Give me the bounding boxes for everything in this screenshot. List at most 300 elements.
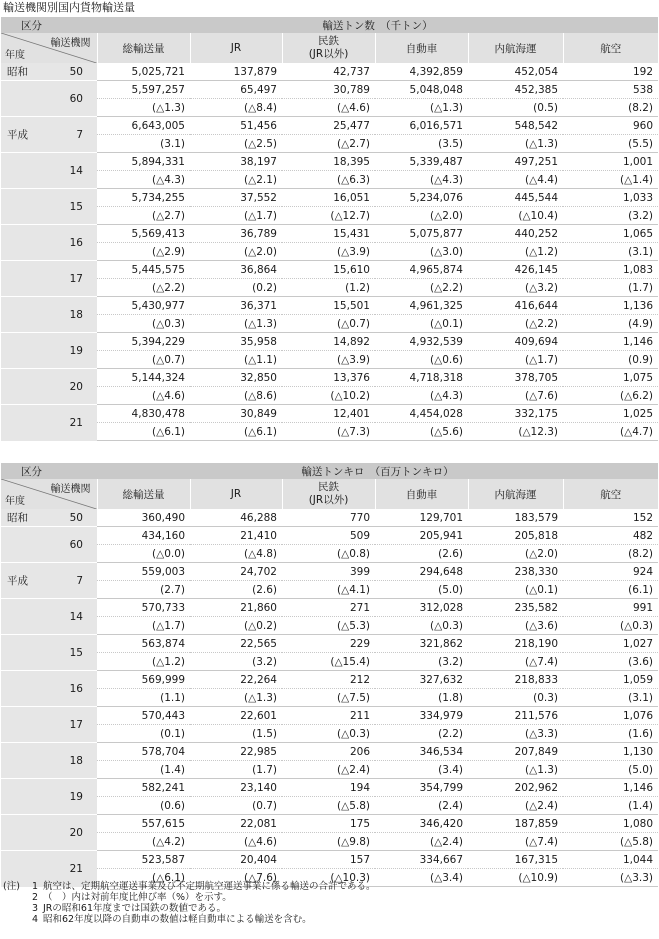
page-title: 輸送機関別国内貨物輸送量 <box>3 1 135 14</box>
value-cell: 563,874 <box>97 635 190 653</box>
value-cell: 4,392,859 <box>409 65 463 78</box>
growth-rate-cell: (△5.3) <box>282 617 375 635</box>
value-cell: 238,330 <box>468 563 563 581</box>
col-air: 航空 <box>563 33 658 63</box>
notes <box>3 881 376 925</box>
table-row <box>1 671 658 689</box>
year-number: 50 <box>69 512 83 524</box>
value-cell: 5,569,413 <box>97 225 190 243</box>
growth-rate-cell: (0.7) <box>190 797 282 815</box>
value-cell: 360,490 <box>141 511 185 524</box>
value-cell: 1,025 <box>563 405 658 423</box>
growth-rate-cell: (1.4) <box>563 797 658 815</box>
value-cell: 235,582 <box>468 599 563 617</box>
growth-rate-cell: (△0.3) <box>282 725 375 743</box>
value-cell: 346,534 <box>375 743 468 761</box>
year-cell <box>1 635 97 671</box>
value-cell: 218,833 <box>468 671 563 689</box>
growth-rate-cell: (0.5) <box>468 99 563 117</box>
value-cell: 509 <box>282 527 375 545</box>
year-cell <box>1 117 97 153</box>
value-cell: 1,083 <box>563 261 658 279</box>
value-cell: 46,288 <box>240 511 277 524</box>
value-cell: 15,501 <box>282 297 375 315</box>
value-cell: 14,892 <box>282 333 375 351</box>
value-cell: 21,860 <box>190 599 282 617</box>
growth-rate-cell: (1.4) <box>97 761 190 779</box>
value-cell: 5,394,229 <box>97 333 190 351</box>
growth-rate-cell: (△3.9) <box>282 351 375 369</box>
value-cell: 1,001 <box>563 153 658 171</box>
table-row <box>1 527 658 545</box>
table-row-growth <box>1 99 658 117</box>
value-cell: 409,694 <box>468 333 563 351</box>
corner-header <box>1 479 97 509</box>
year-number: 14 <box>69 164 83 177</box>
value-cell: 440,252 <box>468 225 563 243</box>
value-cell: 206 <box>282 743 375 761</box>
table-row-growth <box>1 581 658 599</box>
value-cell: 205,818 <box>468 527 563 545</box>
year-cell <box>1 405 97 441</box>
growth-rate-cell: (△2.0) <box>468 545 563 563</box>
growth-rate-cell: (3.1) <box>563 689 658 707</box>
growth-rate-cell: (△4.8) <box>190 545 282 563</box>
year-number: 20 <box>69 826 83 839</box>
value-cell: 218,190 <box>468 635 563 653</box>
value-cell: 426,145 <box>468 261 563 279</box>
table-row-growth <box>1 797 658 815</box>
year-number: 15 <box>69 200 83 213</box>
growth-rate-cell: (△1.3) <box>190 689 282 707</box>
value-cell: 294,648 <box>375 563 468 581</box>
note-item <box>3 914 376 925</box>
year-number: 60 <box>69 92 83 105</box>
note-number: 3 <box>31 903 39 914</box>
note-number: 1 <box>31 881 39 892</box>
growth-rate-cell: (1.7) <box>190 761 282 779</box>
value-cell: 22,264 <box>190 671 282 689</box>
growth-rate-cell: (△7.6) <box>468 387 563 405</box>
table-row <box>1 369 658 387</box>
growth-rate-cell: (△7.4) <box>468 653 563 671</box>
year-cell <box>1 563 97 599</box>
value-cell: 5,445,575 <box>97 261 190 279</box>
value-cell: 452,385 <box>468 81 563 99</box>
table-row-growth <box>1 423 658 441</box>
col-jr: JR <box>190 479 282 509</box>
value-cell: 36,789 <box>190 225 282 243</box>
growth-rate-cell: (△1.7) <box>190 207 282 225</box>
year-cell <box>1 189 97 225</box>
table-row <box>1 225 658 243</box>
value-cell: 1,080 <box>563 815 658 833</box>
value-cell: 557,615 <box>97 815 190 833</box>
value-cell: 211,576 <box>468 707 563 725</box>
tonkm-table-body <box>1 509 658 887</box>
growth-rate-cell: (△1.4) <box>563 171 658 189</box>
value-cell: 192 <box>632 65 653 78</box>
growth-rate-cell: (△2.0) <box>190 243 282 261</box>
ton-table-body <box>1 63 658 441</box>
growth-rate-cell: (△10.4) <box>468 207 563 225</box>
table-row <box>1 779 658 797</box>
value-cell: 327,632 <box>375 671 468 689</box>
growth-rate-cell: (△3.0) <box>375 243 468 261</box>
growth-rate-cell: (5.5) <box>563 135 658 153</box>
growth-rate-cell: (1.2) <box>282 279 375 297</box>
growth-rate-cell: (△6.2) <box>563 387 658 405</box>
year-number: 15 <box>69 646 83 659</box>
fiscal-year-label: 年度 <box>5 496 25 507</box>
growth-rate-cell: (△1.3) <box>468 135 563 153</box>
value-cell: 5,894,331 <box>97 153 190 171</box>
value-cell: 229 <box>282 635 375 653</box>
value-cell: 20,404 <box>190 851 282 869</box>
growth-rate-cell: (△12.3) <box>468 423 563 441</box>
growth-rate-cell: (△2.1) <box>190 171 282 189</box>
value-cell: 924 <box>563 563 658 581</box>
kubun-header: 区分 <box>1 17 97 33</box>
note-text: （ ）内は対前年度比伸び率（%）を示す。 <box>43 892 232 903</box>
year-cell <box>1 81 97 117</box>
value-cell: 1,076 <box>563 707 658 725</box>
year-number: 19 <box>69 790 83 803</box>
note-item <box>3 892 376 903</box>
col-private-rail-line2: (JR以外) <box>308 48 349 60</box>
growth-rate-cell: (△8.6) <box>190 387 282 405</box>
value-cell: 5,025,721 <box>131 65 185 78</box>
col-private-rail-line1: 民鉄 <box>318 35 339 47</box>
growth-rate-cell: (△0.0) <box>97 545 190 563</box>
value-cell: 207,849 <box>468 743 563 761</box>
year-number: 7 <box>76 129 83 141</box>
value-cell: 559,003 <box>97 563 190 581</box>
table-row-growth <box>1 279 658 297</box>
table-row <box>1 635 658 653</box>
value-cell: 548,542 <box>468 117 563 135</box>
value-cell: 37,552 <box>190 189 282 207</box>
col-jr: JR <box>190 33 282 63</box>
value-cell: 578,704 <box>97 743 190 761</box>
year-cell <box>1 261 97 297</box>
unit-title: 輸送トンキロ （百万トンキロ） <box>97 463 658 479</box>
growth-rate-cell: (△0.7) <box>97 351 190 369</box>
value-cell: 202,962 <box>468 779 563 797</box>
ton-table <box>1 17 658 441</box>
value-cell: 5,430,977 <box>97 297 190 315</box>
year-number: 17 <box>69 272 83 285</box>
growth-rate-cell: (△1.2) <box>468 243 563 261</box>
table-row <box>1 117 658 135</box>
table-row <box>1 297 658 315</box>
value-cell: 22,081 <box>190 815 282 833</box>
col-private-rail <box>282 479 375 509</box>
value-cell: 21,410 <box>190 527 282 545</box>
growth-rate-cell: (△0.3) <box>375 617 468 635</box>
year-number: 20 <box>69 380 83 393</box>
fiscal-year-label: 年度 <box>5 50 25 61</box>
growth-rate-cell: (△0.1) <box>468 581 563 599</box>
growth-rate-cell: (△4.6) <box>190 833 282 851</box>
table-row <box>1 599 658 617</box>
growth-rate-cell: (0.6) <box>97 797 190 815</box>
value-cell: 346,420 <box>375 815 468 833</box>
growth-rate-cell: (5.0) <box>375 581 468 599</box>
growth-rate-cell: (△2.2) <box>375 279 468 297</box>
value-cell: 497,251 <box>468 153 563 171</box>
value-cell: 1,146 <box>563 333 658 351</box>
growth-rate-cell: (4.9) <box>563 315 658 333</box>
growth-rate-cell: (△1.2) <box>97 653 190 671</box>
value-cell: 30,789 <box>282 81 375 99</box>
value-cell: 4,932,539 <box>375 333 468 351</box>
col-private-rail-line2: (JR以外) <box>308 494 349 506</box>
table-row-growth <box>1 617 658 635</box>
growth-rate-cell: (△2.0) <box>375 207 468 225</box>
growth-rate-cell: (△7.3) <box>282 423 375 441</box>
value-cell: 167,315 <box>468 851 563 869</box>
value-cell: 30,849 <box>190 405 282 423</box>
growth-rate-cell: (3.1) <box>97 135 190 153</box>
growth-rate-cell: (△4.3) <box>375 387 468 405</box>
table-row-growth <box>1 135 658 153</box>
year-number: 18 <box>69 754 83 767</box>
growth-rate-cell: (△2.4) <box>468 797 563 815</box>
value-cell: 523,587 <box>97 851 190 869</box>
era-label: 平成 <box>7 575 28 587</box>
year-cell <box>1 527 97 563</box>
growth-rate-cell: (2.6) <box>375 545 468 563</box>
table-row-growth <box>1 207 658 225</box>
year-number: 7 <box>76 575 83 587</box>
value-cell: 18,395 <box>282 153 375 171</box>
value-cell: 4,718,318 <box>375 369 468 387</box>
value-cell: 334,979 <box>375 707 468 725</box>
table-row <box>1 261 658 279</box>
table-row <box>1 851 658 869</box>
value-cell: 399 <box>282 563 375 581</box>
unit-title: 輸送トン数 （千トン） <box>97 17 658 33</box>
value-cell: 4,961,325 <box>375 297 468 315</box>
growth-rate-cell: (2.7) <box>97 581 190 599</box>
value-cell: 1,075 <box>563 369 658 387</box>
value-cell: 13,376 <box>282 369 375 387</box>
value-cell: 5,048,048 <box>375 81 468 99</box>
value-cell: 1,027 <box>563 635 658 653</box>
value-cell: 434,160 <box>97 527 190 545</box>
value-cell: 334,667 <box>375 851 468 869</box>
year-number: 17 <box>69 718 83 731</box>
value-cell: 183,579 <box>514 511 558 524</box>
growth-rate-cell: (△2.7) <box>282 135 375 153</box>
value-cell: 22,565 <box>190 635 282 653</box>
growth-rate-cell: (3.2) <box>563 207 658 225</box>
table-row-growth <box>1 545 658 563</box>
growth-rate-cell: (△0.6) <box>375 351 468 369</box>
growth-rate-cell: (1.7) <box>563 279 658 297</box>
transport-mode-label: 輸送機関 <box>50 484 91 495</box>
notes-label: (注) <box>3 881 20 892</box>
growth-rate-cell: (△1.7) <box>468 351 563 369</box>
table-row-growth <box>1 833 658 851</box>
growth-rate-cell: (△0.3) <box>97 315 190 333</box>
growth-rate-cell: (△4.7) <box>563 423 658 441</box>
value-cell: 6,016,571 <box>375 117 468 135</box>
value-cell: 1,059 <box>563 671 658 689</box>
year-cell <box>1 743 97 779</box>
col-total: 総輸送量 <box>97 479 190 509</box>
growth-rate-cell: (△3.2) <box>468 279 563 297</box>
growth-rate-cell: (△2.2) <box>97 279 190 297</box>
value-cell: 1,136 <box>563 297 658 315</box>
growth-rate-cell: (3.6) <box>563 653 658 671</box>
value-cell: 960 <box>563 117 658 135</box>
growth-rate-cell: (△0.1) <box>375 315 468 333</box>
value-cell: 137,879 <box>233 65 277 78</box>
col-auto: 自動車 <box>375 33 468 63</box>
value-cell: 1,033 <box>563 189 658 207</box>
growth-rate-cell: (△6.1) <box>97 869 190 887</box>
growth-rate-cell: (0.3) <box>468 689 563 707</box>
growth-rate-cell: (3.2) <box>190 653 282 671</box>
col-air: 航空 <box>563 479 658 509</box>
table-row <box>1 333 658 351</box>
growth-rate-cell: (0.1) <box>97 725 190 743</box>
growth-rate-cell: (△9.8) <box>282 833 375 851</box>
value-cell: 65,497 <box>190 81 282 99</box>
value-cell: 1,146 <box>563 779 658 797</box>
growth-rate-cell: (8.2) <box>563 545 658 563</box>
growth-rate-cell: (△3.6) <box>468 617 563 635</box>
growth-rate-cell: (5.0) <box>563 761 658 779</box>
table-row <box>1 405 658 423</box>
growth-rate-cell: (△7.5) <box>282 689 375 707</box>
growth-rate-cell: (△4.1) <box>282 581 375 599</box>
value-cell: 36,864 <box>190 261 282 279</box>
value-cell: 5,597,257 <box>97 81 190 99</box>
year-number: 21 <box>69 862 83 875</box>
value-cell: 38,197 <box>190 153 282 171</box>
table-row-growth <box>1 761 658 779</box>
value-cell: 22,601 <box>190 707 282 725</box>
tonkm-table <box>1 463 658 887</box>
growth-rate-cell: (△6.3) <box>282 171 375 189</box>
col-coastal: 内航海運 <box>468 33 563 63</box>
note-item <box>3 903 376 914</box>
value-cell: 211 <box>282 707 375 725</box>
year-cell <box>1 63 97 81</box>
year-cell <box>1 369 97 405</box>
value-cell: 538 <box>563 81 658 99</box>
growth-rate-cell: (△8.4) <box>190 99 282 117</box>
growth-rate-cell: (△6.1) <box>97 423 190 441</box>
growth-rate-cell: (△4.2) <box>97 833 190 851</box>
value-cell: 194 <box>282 779 375 797</box>
value-cell: 332,175 <box>468 405 563 423</box>
table-row-growth <box>1 351 658 369</box>
value-cell: 4,454,028 <box>375 405 468 423</box>
table-row <box>1 509 658 527</box>
note-number: 4 <box>31 914 39 925</box>
growth-rate-cell: (6.1) <box>563 581 658 599</box>
growth-rate-cell: (2.6) <box>190 581 282 599</box>
growth-rate-cell: (△4.6) <box>282 99 375 117</box>
growth-rate-cell: (△12.7) <box>282 207 375 225</box>
value-cell: 570,443 <box>97 707 190 725</box>
growth-rate-cell: (△2.7) <box>97 207 190 225</box>
growth-rate-cell: (△7.6) <box>190 869 282 887</box>
value-cell: 5,075,877 <box>375 225 468 243</box>
table-row-growth <box>1 653 658 671</box>
year-number: 14 <box>69 610 83 623</box>
value-cell: 24,702 <box>190 563 282 581</box>
growth-rate-cell: (△10.2) <box>282 387 375 405</box>
growth-rate-cell: (△3.4) <box>375 869 468 887</box>
era-label: 平成 <box>7 129 28 141</box>
value-cell: 1,065 <box>563 225 658 243</box>
table-row <box>1 707 658 725</box>
value-cell: 452,054 <box>514 65 558 78</box>
year-cell <box>1 509 97 527</box>
value-cell: 312,028 <box>375 599 468 617</box>
value-cell: 187,859 <box>468 815 563 833</box>
value-cell: 582,241 <box>97 779 190 797</box>
value-cell: 321,862 <box>375 635 468 653</box>
value-cell: 205,941 <box>375 527 468 545</box>
growth-rate-cell: (△0.8) <box>282 545 375 563</box>
value-cell: 152 <box>632 511 653 524</box>
value-cell: 482 <box>563 527 658 545</box>
growth-rate-cell: (△0.7) <box>282 315 375 333</box>
growth-rate-cell: (△1.3) <box>190 315 282 333</box>
note-item <box>3 881 376 892</box>
year-number: 16 <box>69 682 83 695</box>
value-cell: 23,140 <box>190 779 282 797</box>
table-row <box>1 189 658 207</box>
value-cell: 4,830,478 <box>97 405 190 423</box>
growth-rate-cell: (△1.7) <box>97 617 190 635</box>
growth-rate-cell: (△10.3) <box>282 869 375 887</box>
growth-rate-cell: (△5.8) <box>563 833 658 851</box>
table-row <box>1 81 658 99</box>
table-row-growth <box>1 243 658 261</box>
growth-rate-cell: (△3.9) <box>282 243 375 261</box>
growth-rate-cell: (0.2) <box>190 279 282 297</box>
table-row <box>1 153 658 171</box>
growth-rate-cell: (3.2) <box>375 653 468 671</box>
col-auto: 自動車 <box>375 479 468 509</box>
value-cell: 5,234,076 <box>375 189 468 207</box>
year-cell <box>1 297 97 333</box>
growth-rate-cell: (△2.2) <box>468 315 563 333</box>
value-cell: 5,339,487 <box>375 153 468 171</box>
value-cell: 35,958 <box>190 333 282 351</box>
value-cell: 157 <box>282 851 375 869</box>
growth-rate-cell: (8.2) <box>563 99 658 117</box>
era-label: 昭和 <box>7 66 28 78</box>
value-cell: 354,799 <box>375 779 468 797</box>
growth-rate-cell: (△3.3) <box>468 725 563 743</box>
growth-rate-cell: (△15.4) <box>282 653 375 671</box>
era-label: 昭和 <box>7 512 28 524</box>
growth-rate-cell: (△2.9) <box>97 243 190 261</box>
growth-rate-cell: (△1.1) <box>190 351 282 369</box>
table-row-growth <box>1 725 658 743</box>
value-cell: 445,544 <box>468 189 563 207</box>
value-cell: 175 <box>282 815 375 833</box>
value-cell: 212 <box>282 671 375 689</box>
